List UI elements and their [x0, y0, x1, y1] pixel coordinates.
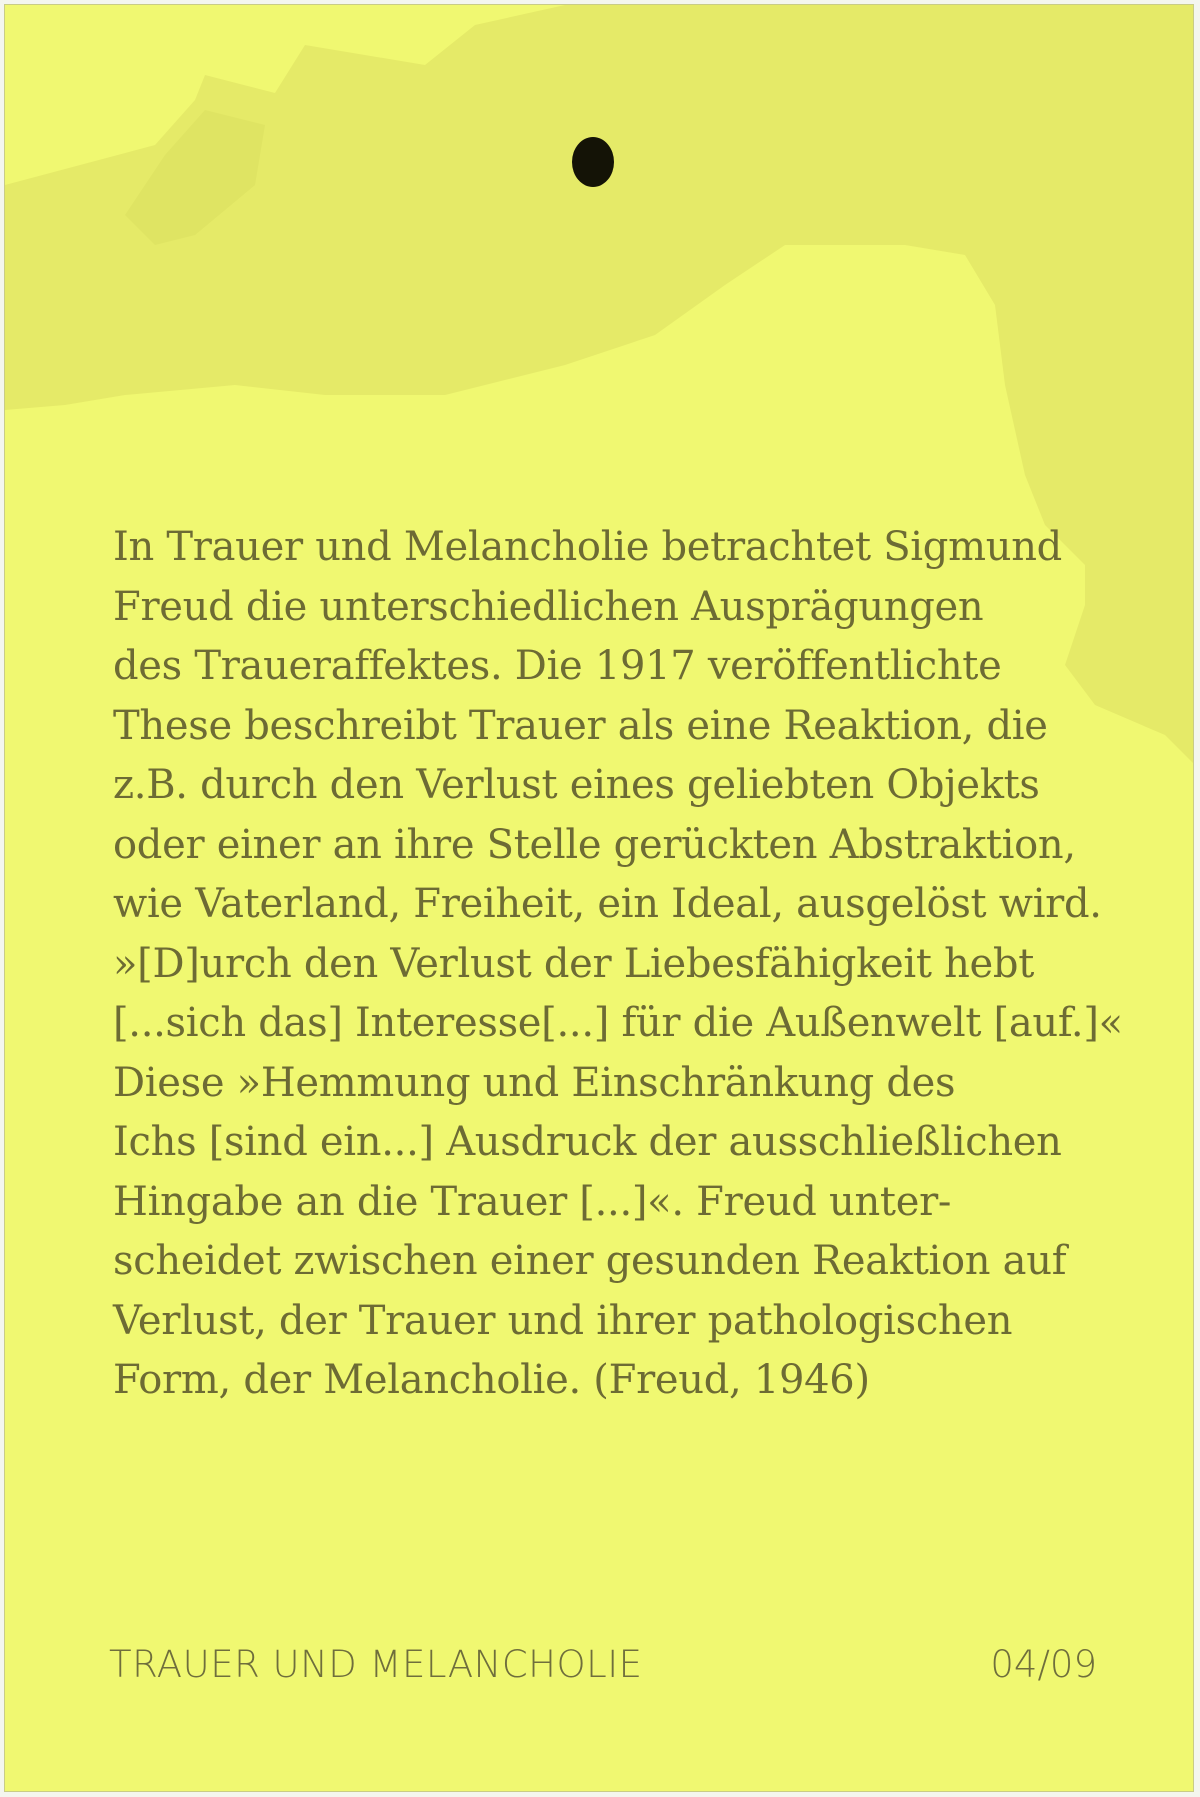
text-line: wie Vaterland, Freiheit, ein Ideal, ausgelöst wird. — [113, 881, 1102, 927]
text-line: oder einer an ihre Stelle gerückten Abstraktion, — [113, 821, 1076, 868]
text-line: These beschreibt Trauer als eine Reaktion, die — [113, 702, 1048, 749]
text-line: [...sich das] Interesse[...] für die Außenwelt [auf.]« — [113, 1000, 1123, 1046]
text-line: des Traueraffektes. Die 1917 veröffentlichte — [113, 643, 1002, 689]
text-line: Ichs [sind ein...] Ausdruck der ausschließlichen — [113, 1119, 1062, 1165]
info-card — [4, 4, 1194, 1792]
text-line: Verlust, der Trauer und ihrer pathologischen — [113, 1297, 1013, 1344]
footer-title: TRAUER UND MELANCHOLIE — [109, 1643, 643, 1686]
text-line: »[D]urch den Verlust der Liebesfähigkeit hebt — [113, 940, 1035, 987]
punch-hole — [572, 137, 614, 187]
text-line: z.B. durch den Verlust eines geliebten Objekts — [113, 762, 1040, 808]
text-line: Form, der Melancholie. (Freud, 1946) — [113, 1357, 870, 1403]
text-line: Freud die unterschiedlichen Ausprägungen — [113, 583, 984, 630]
text-line: Diese »Hemmung und Einschränkung des — [113, 1059, 956, 1106]
page-number: 04/09 — [990, 1643, 1097, 1686]
text-line: Hingabe an die Trauer [...]«. Freud unter- — [113, 1178, 952, 1225]
text-line: scheidet zwischen einer gesunden Reaktion auf — [113, 1238, 1067, 1284]
body-text — [113, 518, 1173, 1411]
text-line: In Trauer und Melancholie betrachtet Sigmund — [113, 524, 1062, 570]
